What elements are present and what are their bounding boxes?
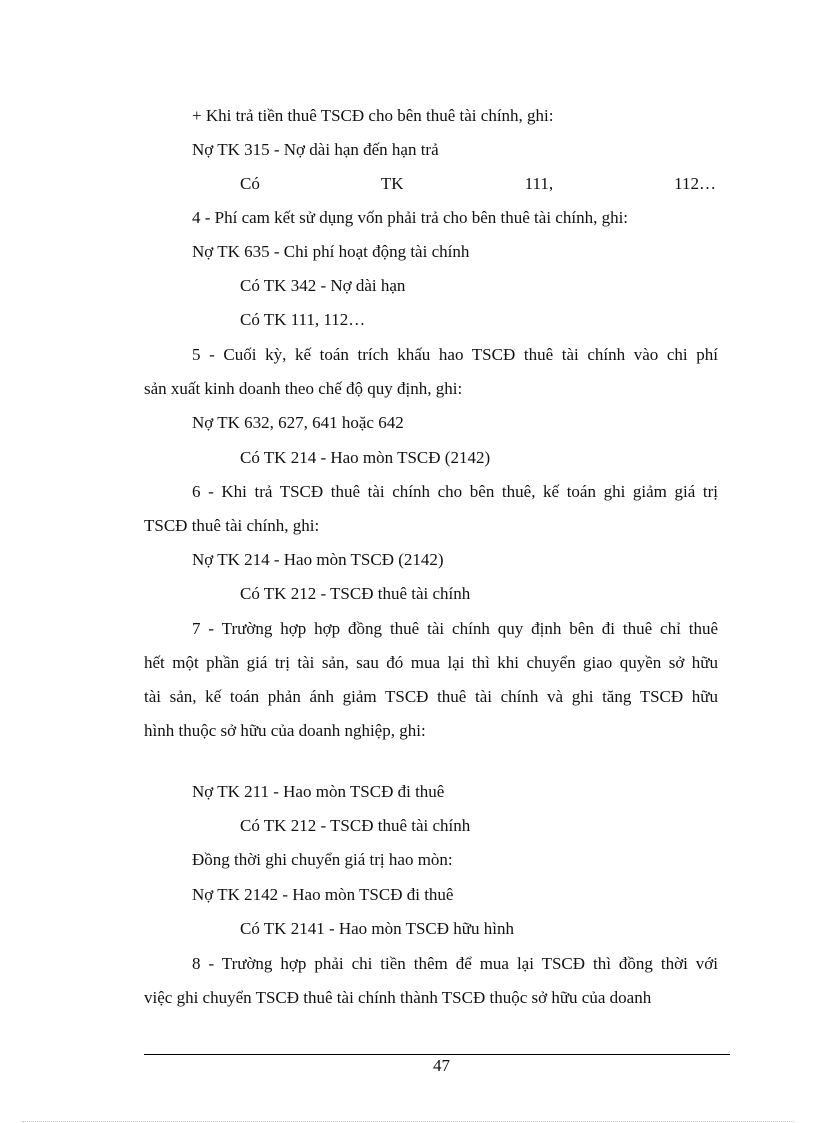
- text-line: Nợ TK 632, 627, 641 hoặc 642: [192, 413, 404, 432]
- text-line: Nợ TK 214 - Hao mòn TSCĐ (2142): [192, 550, 444, 569]
- text-line: sản xuất kinh doanh theo chế độ quy định, ghi:: [144, 379, 463, 398]
- text-line: 4 - Phí cam kết sử dụng vốn phải trả cho bên thuê tài chính, ghi:: [192, 208, 629, 227]
- text-line: Nợ TK 635 - Chi phí hoạt động tài chính: [192, 242, 470, 261]
- text-word: Có: [240, 174, 260, 193]
- text-line: TSCĐ thuê tài chính, ghi:: [144, 516, 320, 535]
- text-line: 6 - Khi trả TSCĐ thuê tài chính cho bên thuê, kế toán ghi giảm giá trị: [192, 482, 718, 501]
- text-line: Nợ TK 211 - Hao mòn TSCĐ đi thuê: [192, 782, 445, 801]
- text-line: hết một phần giá trị tài sản, sau đó mua lại thì khi chuyển giao quyền sở hữu: [144, 653, 718, 672]
- text-line-justified: [240, 174, 716, 194]
- text-line: + Khi trả tiền thuê TSCĐ cho bên thuê tài chính, ghi:: [192, 106, 554, 125]
- text-word: 112…: [674, 174, 716, 193]
- text-line: Có TK 212 - TSCĐ thuê tài chính: [240, 584, 471, 603]
- text-line: Có TK 212 - TSCĐ thuê tài chính: [240, 816, 471, 835]
- page-edge-divider: [22, 1121, 794, 1122]
- text-line: Có TK 2141 - Hao mòn TSCĐ hữu hình: [240, 919, 514, 938]
- text-line: hình thuộc sở hữu của doanh nghiệp, ghi:: [144, 721, 426, 740]
- text-line: tài sản, kế toán phản ánh giảm TSCĐ thuê tài chính và ghi tăng TSCĐ hữu: [144, 687, 718, 706]
- text-line: Có TK 342 - Nợ dài hạn: [240, 276, 406, 295]
- text-word: TK: [380, 174, 404, 193]
- footer-rule: [144, 1054, 730, 1055]
- text-line: 7 - Trường hợp hợp đồng thuê tài chính quy định bên đi thuê chỉ thuê: [192, 619, 718, 638]
- text-word: 111,: [524, 174, 554, 193]
- text-line: 5 - Cuối kỳ, kế toán trích khấu hao TSCĐ thuê tài chính vào chi phí: [192, 345, 718, 364]
- text-line: việc ghi chuyển TSCĐ thuê tài chính thành TSCĐ thuộc sở hữu của doanh: [144, 988, 652, 1007]
- text-line: Đồng thời ghi chuyển giá trị hao mòn:: [192, 850, 453, 869]
- text-line: Có TK 111, 112…: [240, 310, 366, 329]
- text-line: Có TK 214 - Hao mòn TSCĐ (2142): [240, 448, 491, 467]
- text-line: 8 - Trường hợp phải chi tiền thêm để mua lại TSCĐ thì đồng thời với: [192, 954, 718, 973]
- text-line: Nợ TK 315 - Nợ dài hạn đến hạn trả: [192, 140, 439, 159]
- text-line: Nợ TK 2142 - Hao mòn TSCĐ đi thuê: [192, 885, 454, 904]
- page-number: 47: [433, 1056, 450, 1075]
